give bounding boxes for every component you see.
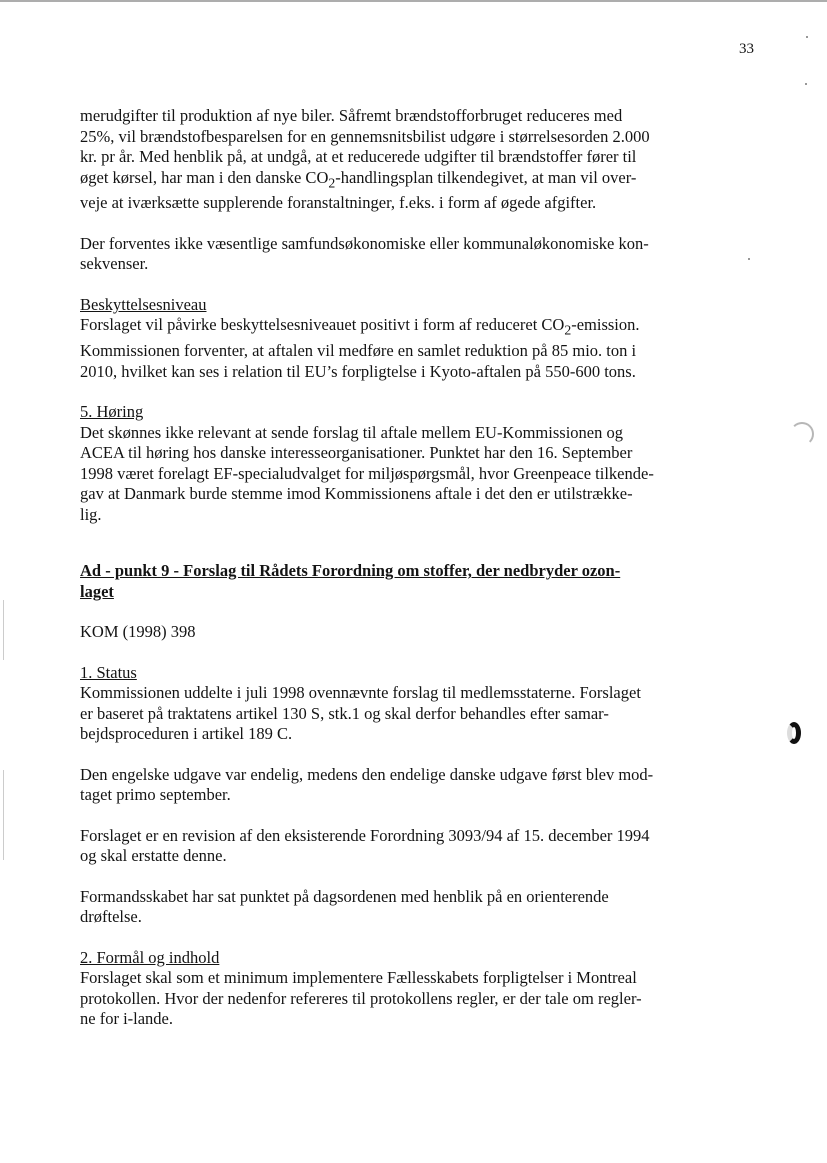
paragraph-presidency: [80, 887, 756, 928]
text-line: kr. pr år. Med henblik på, at undgå, at et reducerede udgifter til brændstoffer fører til: [80, 147, 637, 166]
page-number: 33: [739, 41, 754, 57]
text-line: Det skønnes ikke relevant at sende forslag til aftale mellem EU-Kommissionen og: [80, 422, 623, 442]
text-line: ne for i-lande.: [80, 1009, 173, 1029]
text-line: 1998 været forelagt EF-specialudvalget for miljøspørgsmål, hvor Greenpeace tilkende-: [80, 463, 654, 483]
text-line: 25%, vil brændstofbesparelsen for en gennemsnitsbilist udgøre i størrelsesorden 2.000: [80, 126, 650, 146]
agenda-item-title: [80, 561, 756, 602]
section-status: [80, 663, 756, 745]
document-reference: KOM (1998) 398: [80, 622, 196, 642]
section-heading: 1. Status: [80, 662, 137, 682]
subscript: 2: [564, 322, 572, 338]
text-line: [80, 315, 756, 341]
subscript: 2: [328, 174, 336, 190]
agenda-title-line: Ad - punkt 9 - Forslag til Rådets Forordning om stoffer, der nedbryder ozon-: [80, 561, 621, 581]
paragraph-economic-consequences: [80, 234, 756, 275]
text-line: merudgifter til produktion af nye biler. Såfremt brændstofforbruget reduceres med: [80, 106, 623, 125]
scan-speck: [806, 36, 808, 38]
text-line: drøftelse.: [80, 907, 142, 927]
text-line: Kommissionen uddelte i juli 1998 ovennævnte forslag til medlemsstaterne. Forslaget: [80, 683, 641, 703]
text-line: Den engelske udgave var endelig, medens den endelige danske udgave først blev mod-: [80, 764, 654, 784]
section-purpose-content: [80, 948, 756, 1030]
section-heading: 5. Høring: [80, 402, 144, 422]
text-line: protokollen. Hvor der nedenfor refereres til protokollens regler, er der tale om regler-: [80, 988, 642, 1008]
text-fragment: Forslaget vil påvirke beskyttelsesniveauet positivt i form af reduceret CO: [80, 315, 565, 335]
section-consultation: [80, 402, 756, 525]
text-line: er baseret på traktatens artikel 130 S, stk.1 og skal derfor behandles efter samar-: [80, 703, 609, 723]
text-line: Der forventes ikke væsentlige samfundsøkonomiske eller kommunaløkonomiske kon-: [80, 233, 649, 253]
scan-top-edge: [0, 0, 827, 2]
text-line: Kommissionen forventer, at aftalen vil medføre en samlet reduktion på 85 mio. ton i: [80, 341, 637, 361]
section-heading: 2. Formål og indhold: [80, 947, 220, 967]
scan-artifact-hole: [787, 722, 801, 744]
text-line: bejdsproceduren i artikel 189 C.: [80, 724, 293, 744]
section-protection-level: [80, 295, 756, 382]
scan-speck: [805, 83, 807, 85]
paragraph-revision: [80, 826, 756, 867]
document-body: [80, 106, 756, 1030]
text-fragment: -emission.: [571, 315, 640, 335]
text-line: Forslaget skal som et minimum implementere Fællesskabets forpligtelser i Montreal: [80, 968, 637, 988]
text-fragment: øget kørsel, har man i den danske CO: [80, 167, 329, 187]
agenda-title-line: laget: [80, 581, 114, 601]
text-line: Formandsskabet har sat punktet på dagsordenen med henblik på en orienterende: [80, 886, 609, 906]
text-fragment: -handlingsplan tilkendegivet, at man vil over-: [335, 167, 637, 187]
paragraph-fuel-savings: [80, 106, 756, 214]
text-line: og skal erstatte denne.: [80, 846, 227, 866]
text-line: [80, 168, 756, 194]
text-line: lig.: [80, 504, 102, 524]
paragraph-language-versions: [80, 765, 756, 806]
text-line: 2010, hvilket kan ses i relation til EU’s forpligtelse i Kyoto-aftalen på 550-600 tons.: [80, 361, 636, 381]
text-line: veje at iværksætte supplerende foranstaltninger, f.eks. i form af øgede afgifter.: [80, 193, 597, 213]
scan-left-edge-mark: [3, 600, 4, 660]
scan-artifact-arc: [790, 422, 814, 446]
scan-left-edge-mark: [3, 770, 4, 860]
section-heading: Beskyttelsesniveau: [80, 294, 207, 314]
text-line: taget primo september.: [80, 785, 231, 805]
text-line: ACEA til høring hos danske interesseorganisationer. Punktet har den 16. September: [80, 443, 633, 463]
text-line: gav at Danmark burde stemme imod Kommissionens aftale i det den er utilstrække-: [80, 484, 633, 504]
text-line: sekvenser.: [80, 254, 149, 274]
text-line: Forslaget er en revision af den eksisterende Forordning 3093/94 af 15. december 1994: [80, 825, 650, 845]
